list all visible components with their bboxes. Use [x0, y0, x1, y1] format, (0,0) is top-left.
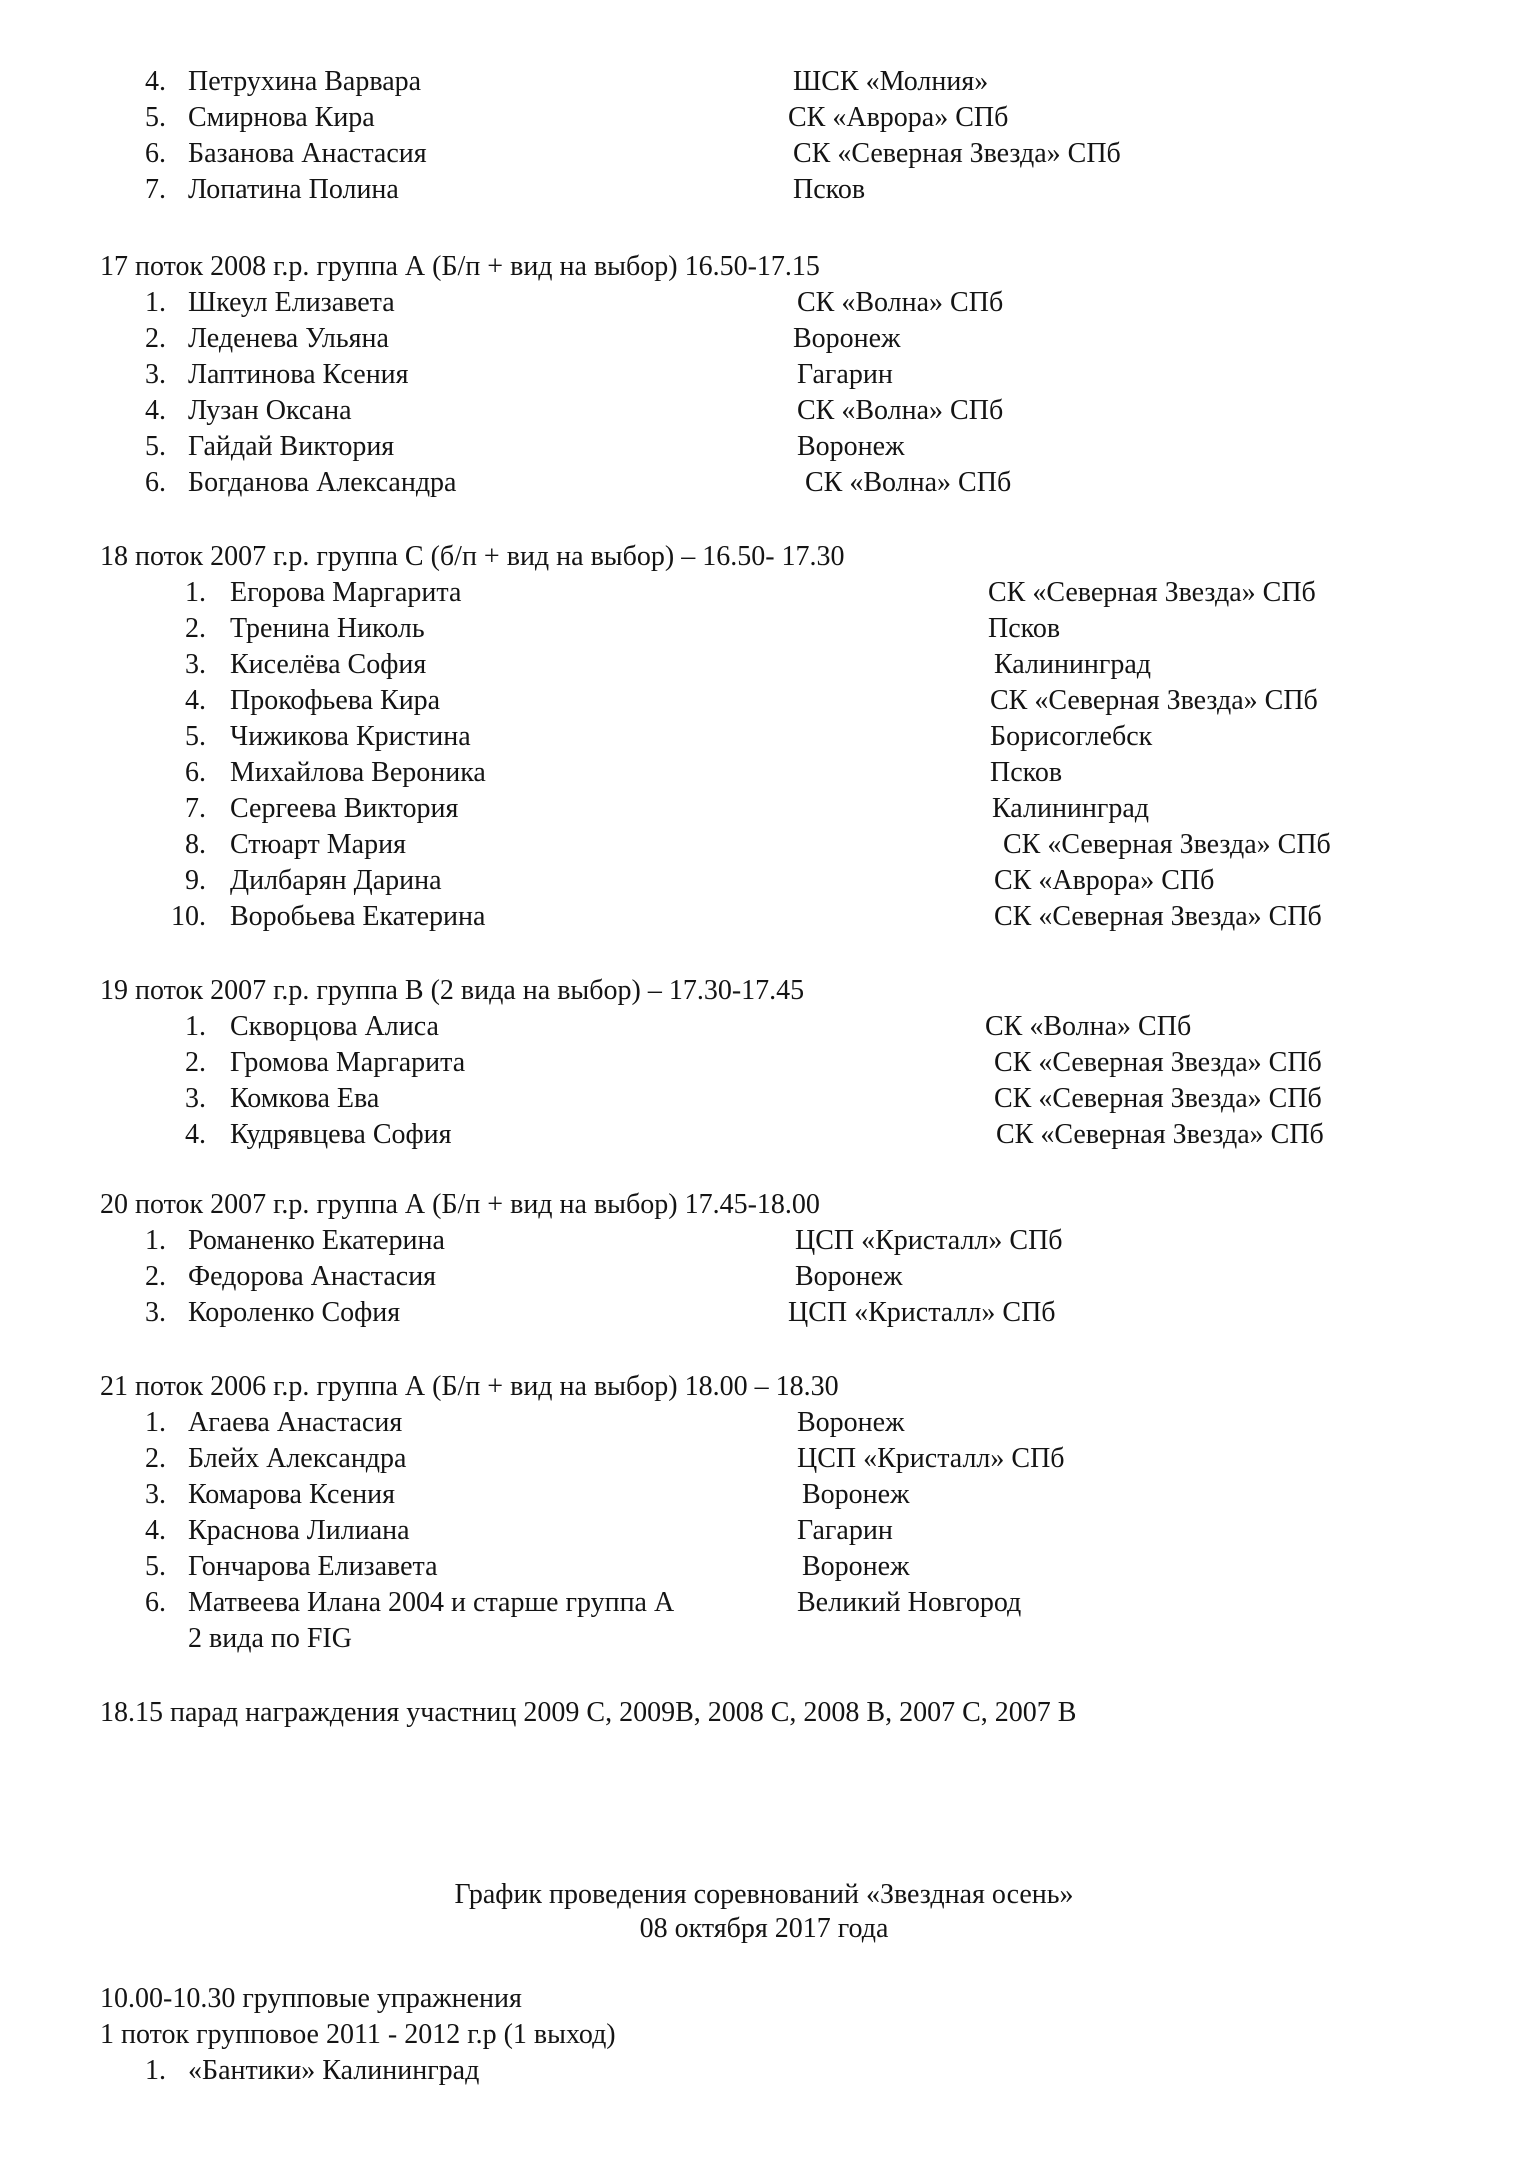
athlete-club: Псков [793, 174, 866, 205]
item-number: 3. [145, 1479, 166, 1510]
item-number: 8. [185, 829, 206, 860]
athlete-club: ЦСП «Кристалл» СПб [797, 1443, 1065, 1474]
flow-1-heading: 1 поток групповое 2011 - 2012 г.р (1 выход) [100, 2019, 616, 2050]
item-number: 5. [145, 102, 166, 133]
athlete-club: СК «Волна» СПб [805, 467, 1012, 498]
item-number: 5. [145, 431, 166, 462]
athlete-name: Тренина Николь [230, 613, 425, 644]
item-number: 1. [145, 2055, 166, 2086]
item-number: 6. [145, 467, 166, 498]
athlete-club: СК «Волна» СПб [797, 287, 1004, 318]
item-number: 2. [145, 323, 166, 354]
athlete-name: Егорова Маргарита [230, 577, 462, 608]
athlete-name: Федорова Анастасия [188, 1261, 437, 1292]
item-number: 1. [185, 1011, 206, 1042]
athlete-name: Гончарова Елизавета [188, 1551, 438, 1582]
athlete-name: Стюарт Мария [230, 829, 406, 860]
flow-20-heading: 20 поток 2007 г.р. группа А (Б/п + вид на выбор) 17.45-18.00 [100, 1189, 820, 1220]
athlete-name: Лопатина Полина [188, 174, 399, 205]
item-number: 2. [185, 613, 206, 644]
athlete-club: СК «Аврора» СПб [994, 865, 1215, 896]
group-exercises-time: 10.00-10.30 групповые упражнения [100, 1983, 522, 2014]
athlete-name: Комкова Ева [230, 1083, 380, 1114]
athlete-name: Комарова Ксения [188, 1479, 396, 1510]
athlete-club: Воронеж [793, 323, 901, 354]
athlete-name: Чижикова Кристина [230, 721, 471, 752]
athlete-club: ЦСП «Кристалл» СПб [795, 1225, 1063, 1256]
item-number: 2. [145, 1261, 166, 1292]
athlete-club: Псков [988, 613, 1061, 644]
item-number: 4. [145, 66, 166, 97]
item-number: 6. [145, 138, 166, 169]
item-number: 5. [185, 721, 206, 752]
athlete-club: СК «Северная Звезда» СПб [1003, 829, 1331, 860]
item-number: 2. [145, 1443, 166, 1474]
athlete-club: Псков [990, 757, 1063, 788]
athlete-name: Петрухина Варвара [188, 66, 422, 97]
athlete-name: Леденева Ульяна [188, 323, 389, 354]
athlete-club: ШСК «Молния» [793, 66, 989, 97]
athlete-name: Смирнова Кира [188, 102, 375, 133]
schedule-date: 08 октября 2017 года [639, 1913, 889, 1944]
athlete-name: Богданова Александра [188, 467, 457, 498]
schedule-title: График проведения соревнований «Звездная осень» [454, 1879, 1074, 1910]
item-number: 1. [185, 577, 206, 608]
item-number: 1. [145, 1407, 166, 1438]
athlete-name: Скворцова Алиса [230, 1011, 439, 1042]
athlete-club: СК «Северная Звезда» СПб [988, 577, 1316, 608]
athlete-club: Калининград [992, 793, 1150, 824]
athlete-name: Матвеева Илана 2004 и старше группа А [188, 1587, 675, 1618]
athlete-club: Гагарин [797, 1515, 893, 1546]
item-number: 5. [145, 1551, 166, 1582]
item-number: 4. [145, 1515, 166, 1546]
athlete-club: Воронеж [797, 431, 905, 462]
item-number: 10. [171, 901, 206, 932]
flow-17-heading: 17 поток 2008 г.р. группа А (Б/п + вид на выбор) 16.50-17.15 [100, 251, 820, 282]
item-number: 1. [145, 287, 166, 318]
athlete-club: СК «Северная Звезда» СПб [990, 685, 1318, 716]
athlete-club: СК «Северная Звезда» СПб [994, 1047, 1322, 1078]
athlete-name: Громова Маргарита [230, 1047, 466, 1078]
item-number: 2. [185, 1047, 206, 1078]
athlete-club: Калининград [994, 649, 1152, 680]
athlete-club: СК «Волна» СПб [797, 395, 1004, 426]
athlete-club: Гагарин [797, 359, 893, 390]
athlete-club: Борисоглебск [990, 721, 1153, 752]
athlete-name: Сергеева Виктория [230, 793, 459, 824]
athlete-name: Шкеул Елизавета [188, 287, 395, 318]
athlete-club: СК «Северная Звезда» СПб [996, 1119, 1324, 1150]
item-number: 3. [145, 1297, 166, 1328]
athlete-name: Лузан Оксана [188, 395, 352, 426]
item-number: 6. [145, 1587, 166, 1618]
athlete-club: Воронеж [795, 1261, 903, 1292]
athlete-name: Базанова Анастасия [188, 138, 427, 169]
item-number: 4. [185, 685, 206, 716]
parade-text: 18.15 парад награждения участниц 2009 С, 2009В, 2008 С, 2008 В, 2007 С, 2007 В [100, 1697, 1077, 1728]
item-number: 4. [185, 1119, 206, 1150]
item-number: 9. [185, 865, 206, 896]
item-number: 1. [145, 1225, 166, 1256]
athlete-name: Короленко София [188, 1297, 401, 1328]
athlete-club: СК «Волна» СПб [985, 1011, 1192, 1042]
athlete-club: Великий Новгород [797, 1587, 1022, 1618]
item-number: 7. [185, 793, 206, 824]
athlete-club: ЦСП «Кристалл» СПб [788, 1297, 1056, 1328]
athlete-club: Воронеж [802, 1479, 910, 1510]
athlete-name: Воробьева Екатерина [230, 901, 486, 932]
athlete-name: Михайлова Вероника [230, 757, 486, 788]
team-entry: «Бантики» Калининград [188, 2055, 480, 2086]
athlete-name: Блейх Александра [188, 1443, 407, 1474]
athlete-name: Киселёва София [230, 649, 427, 680]
item-number: 7. [145, 174, 166, 205]
athlete-club: СК «Северная Звезда» СПб [994, 901, 1322, 932]
athlete-club: СК «Северная Звезда» СПб [793, 138, 1121, 169]
athlete-name: Лаптинова Ксения [188, 359, 409, 390]
flow-18-heading: 18 поток 2007 г.р. группа С (б/п + вид на выбор) – 16.50- 17.30 [100, 541, 845, 572]
item-number: 3. [145, 359, 166, 390]
athlete-name: Прокофьева Кира [230, 685, 441, 716]
athlete-name: Кудрявцева София [230, 1119, 452, 1150]
athlete-name: Дилбарян Дарина [230, 865, 442, 896]
athlete-club: Воронеж [802, 1551, 910, 1582]
item-number: 3. [185, 1083, 206, 1114]
athlete-name: Романенко Екатерина [188, 1225, 445, 1256]
athlete-name: Гайдай Виктория [188, 431, 395, 462]
flow-21-heading: 21 поток 2006 г.р. группа А (Б/п + вид на выбор) 18.00 – 18.30 [100, 1371, 839, 1402]
flow-21-note: 2 вида по FIG [188, 1623, 352, 1654]
item-number: 4. [145, 395, 166, 426]
athlete-name: Краснова Лилиана [188, 1515, 410, 1546]
athlete-club: СК «Аврора» СПб [788, 102, 1009, 133]
item-number: 3. [185, 649, 206, 680]
flow-19-heading: 19 поток 2007 г.р. группа В (2 вида на выбор) – 17.30-17.45 [100, 975, 805, 1006]
athlete-club: Воронеж [797, 1407, 905, 1438]
item-number: 6. [185, 757, 206, 788]
athlete-name: Агаева Анастасия [188, 1407, 403, 1438]
athlete-club: СК «Северная Звезда» СПб [994, 1083, 1322, 1114]
